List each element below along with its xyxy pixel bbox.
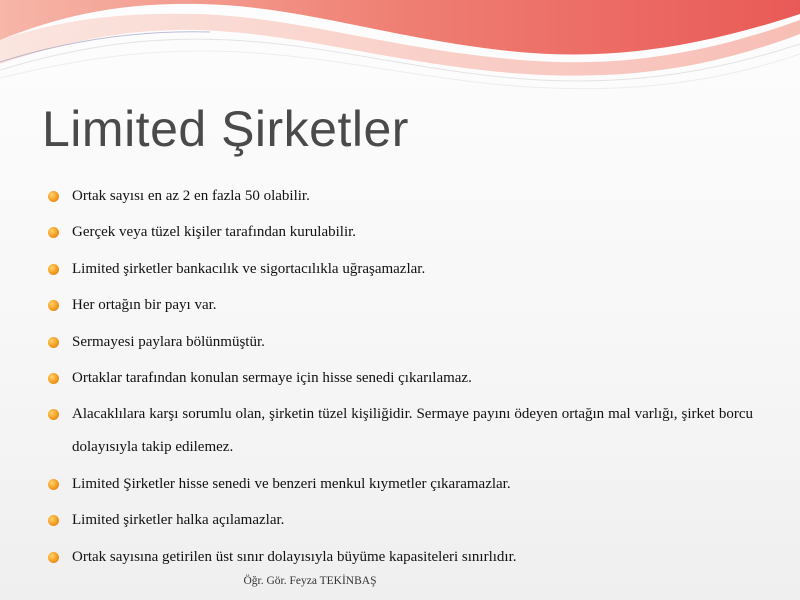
list-item bbox=[48, 362, 753, 395]
list-item-text: Limited şirketler halka açılamazlar. bbox=[72, 512, 285, 529]
list-item bbox=[48, 216, 753, 249]
list-item bbox=[48, 398, 753, 464]
list-item-text: Limited Şirketler hisse senedi ve benzeri menkul kıymetler çıkaramazlar. bbox=[72, 475, 511, 492]
bullet-dot-icon bbox=[48, 300, 59, 311]
list-item-text: Ortak sayısına getirilen üst sınır dolayısıyla büyüme kapasiteleri sınırlıdır. bbox=[72, 548, 517, 565]
bullet-dot-icon bbox=[48, 191, 59, 202]
bullet-dot-icon bbox=[48, 479, 59, 490]
header-wave-decoration bbox=[0, 0, 800, 95]
bullet-list bbox=[48, 180, 753, 577]
bullet-dot-icon bbox=[48, 337, 59, 348]
list-item bbox=[48, 180, 753, 213]
bullet-dot-icon bbox=[48, 552, 59, 563]
list-item bbox=[48, 253, 753, 286]
list-item-text: Ortaklar tarafından konulan sermaye için hisse senedi çıkarılamaz. bbox=[72, 369, 472, 386]
slide-title: Limited Şirketler bbox=[42, 101, 409, 157]
list-item-text: Sermayesi paylara bölünmüştür. bbox=[72, 333, 265, 350]
list-item bbox=[48, 289, 753, 322]
footer-author: Öğr. Gör. Feyza TEKİNBAŞ bbox=[243, 575, 377, 587]
bullet-dot-icon bbox=[48, 373, 59, 384]
list-item-text: Limited şirketler bankacılık ve sigortacılıkla uğraşamazlar. bbox=[72, 260, 426, 277]
list-item-text: Alacaklılara karşı sorumlu olan, şirketin tüzel kişiliğidir. Sermaye payını ödeyen ortağın mal varlığı, şirket borcu dolayısıyla takip edilemez. bbox=[72, 406, 753, 456]
bullet-dot-icon bbox=[48, 264, 59, 275]
bullet-dot-icon bbox=[48, 515, 59, 526]
list-item-text: Her ortağın bir payı var. bbox=[72, 297, 217, 314]
list-item bbox=[48, 468, 753, 501]
list-item bbox=[48, 504, 753, 537]
bullet-dot-icon bbox=[48, 409, 59, 420]
list-item-text: Ortak sayısı en az 2 en fazla 50 olabilir. bbox=[72, 188, 310, 204]
list-item-text: Gerçek veya tüzel kişiler tarafından kurulabilir. bbox=[72, 224, 357, 241]
bullet-dot-icon bbox=[48, 227, 59, 238]
list-item bbox=[48, 541, 753, 574]
list-item bbox=[48, 326, 753, 359]
